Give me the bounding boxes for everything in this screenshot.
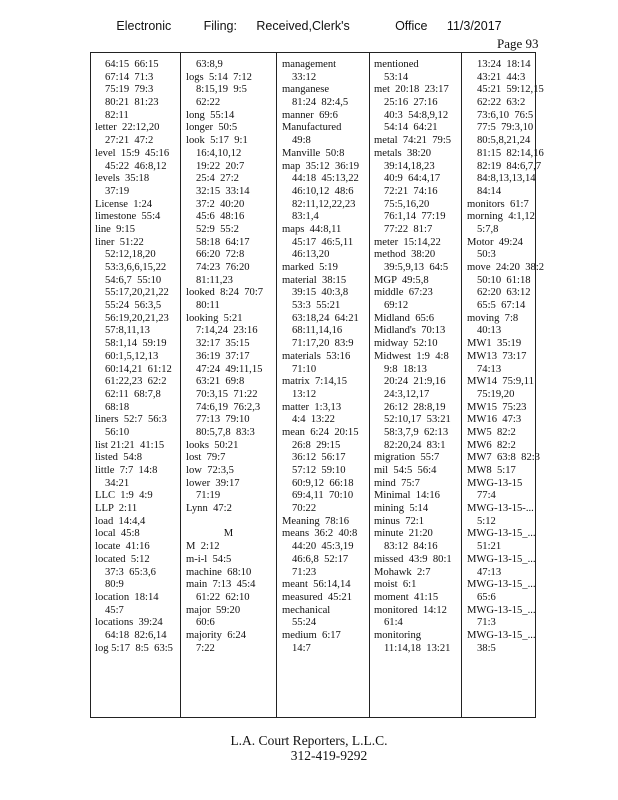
index-entry: 25:16 27:16 bbox=[384, 97, 438, 109]
index-entry: 83:12 84:16 bbox=[384, 541, 438, 553]
index-entry: 64:18 82:6,14 bbox=[105, 629, 167, 641]
footer-company: L.A. Court Reporters, L.L.C. bbox=[230, 733, 388, 748]
index-entry: 68:18 bbox=[105, 401, 130, 413]
index-entry: logs 5:14 7:12 bbox=[186, 71, 252, 83]
index-entry: 54:6,7 55:10 bbox=[105, 274, 162, 286]
index-entry: migration 55:7 bbox=[374, 452, 440, 464]
index-entry: major 59:20 bbox=[186, 604, 241, 616]
index-entry: 62:22 63:2 bbox=[477, 97, 526, 109]
index-entry: License 1:24 bbox=[95, 198, 153, 210]
index-entry: 53:14 bbox=[384, 71, 409, 83]
index-entry: line 9:15 bbox=[95, 223, 136, 235]
index-entry: looking 5:21 bbox=[186, 312, 243, 324]
index-entry: letter 22:12,20 bbox=[95, 122, 160, 134]
index-entry: log 5:17 8:5 63:5 bbox=[95, 642, 173, 654]
index-entry: 82:19 84:6,7,7 bbox=[477, 160, 542, 172]
index-entry: main 7:13 45:4 bbox=[186, 579, 256, 591]
index-entry: metal 74:21 79:5 bbox=[374, 135, 452, 147]
index-entry: 49:8 bbox=[292, 135, 311, 147]
index-entry: 9:8 18:13 bbox=[384, 363, 427, 375]
index-entry: Manufactured bbox=[282, 122, 342, 134]
index-entry: listed 54:8 bbox=[95, 452, 143, 464]
index-entry: 37:19 bbox=[105, 185, 130, 197]
index-entry: moving 7:8 bbox=[467, 312, 519, 324]
index-entry: 20:24 21:9,16 bbox=[384, 376, 446, 388]
index-entry: MWG-13-15_... bbox=[467, 528, 536, 540]
index-entry: MW6 82:2 bbox=[467, 439, 516, 451]
index-entry: 84:14 bbox=[477, 185, 502, 197]
index-entry: 62:20 63:12 bbox=[477, 287, 531, 299]
index-entry: list 21:21 41:15 bbox=[95, 439, 165, 451]
index-entry: mentioned bbox=[374, 59, 419, 70]
index-entry: 52:9 55:2 bbox=[196, 223, 239, 235]
index-entry: move 24:20 38:2 bbox=[467, 262, 545, 273]
index-entry: MW5 82:2 bbox=[467, 426, 516, 438]
index-entry: 27:21 47:2 bbox=[105, 135, 154, 147]
index-entry: LLC 1:9 4:9 bbox=[95, 490, 153, 502]
index-entry: mechanical bbox=[282, 604, 331, 616]
index-entry: 55:17,20,21,22 bbox=[105, 287, 169, 299]
index-entry: 74:6,19 76:2,3 bbox=[196, 401, 261, 413]
index-entry: MW13 73:17 bbox=[467, 350, 527, 362]
index-entry: minute 21:20 bbox=[374, 528, 433, 540]
index-entry: 61:22 62:10 bbox=[196, 591, 250, 603]
index-column-5 bbox=[467, 59, 552, 655]
index-entry: located 5:12 bbox=[95, 553, 150, 565]
index-entry: 25:4 27:2 bbox=[196, 173, 239, 185]
index-entry: 80:11 bbox=[196, 300, 220, 312]
index-entry: 43:21 44:3 bbox=[477, 71, 526, 83]
index-entry: mean 6:24 20:15 bbox=[282, 426, 359, 438]
index-entry: 84:8,13,13,14 bbox=[477, 173, 536, 185]
index-entry: Midwest 1:9 4:8 bbox=[374, 350, 449, 362]
reporter-footer bbox=[0, 733, 618, 763]
index-entry: MWG-13-15 bbox=[467, 477, 523, 489]
index-entry: 24:3,12,17 bbox=[384, 388, 430, 400]
index-column-2 bbox=[186, 59, 271, 655]
column-divider bbox=[461, 52, 462, 718]
index-entry: mining 5:14 bbox=[374, 503, 429, 515]
index-entry: 63:8,9 bbox=[196, 59, 223, 70]
index-entry: long 55:14 bbox=[186, 109, 235, 121]
index-entry: 46:13,20 bbox=[292, 249, 330, 261]
index-entry: 55:24 bbox=[292, 617, 317, 629]
index-entry: 26:8 29:15 bbox=[292, 439, 341, 451]
index-entry: 58:18 64:17 bbox=[196, 236, 250, 248]
index-entry: marked 5:19 bbox=[282, 262, 338, 273]
index-entry: levels 35:18 bbox=[95, 173, 150, 185]
index-entry: 54:14 64:21 bbox=[384, 122, 438, 134]
index-entry: MW7 63:8 82:3 bbox=[467, 452, 540, 464]
index-entry: 7:14,24 23:16 bbox=[196, 325, 258, 337]
index-entry: 16:4,10,12 bbox=[196, 147, 242, 159]
index-entry: 33:12 bbox=[292, 71, 317, 83]
index-entry: longer 50:5 bbox=[186, 122, 238, 134]
index-entry: maps 44:8,11 bbox=[282, 223, 342, 235]
index-entry: locations 39:24 bbox=[95, 617, 163, 629]
index-entry: moment 41:15 bbox=[374, 591, 439, 603]
index-entry: load 14:4,4 bbox=[95, 515, 146, 527]
index-entry: 77:5 79:3,10 bbox=[477, 122, 534, 134]
index-entry: 75:19,20 bbox=[477, 388, 515, 400]
index-entry: 40:9 64:4,17 bbox=[384, 173, 441, 185]
index-entry: 58:3,7,9 62:13 bbox=[384, 426, 449, 438]
index-entry: 39:15 40:3,8 bbox=[292, 287, 349, 299]
index-entry: 80:5,7,8 83:3 bbox=[196, 426, 255, 438]
index-entry: 74:23 76:20 bbox=[196, 262, 250, 273]
index-entry: 57:8,11,13 bbox=[105, 325, 150, 337]
index-entry: Minimal 14:16 bbox=[374, 490, 440, 502]
index-entry: midway 52:10 bbox=[374, 338, 438, 350]
index-entry: 69:4,11 70:10 bbox=[292, 490, 354, 502]
index-entry: MW15 75:23 bbox=[467, 401, 527, 413]
index-entry: means 36:2 40:8 bbox=[282, 528, 358, 540]
index-entry: matrix 7:14,15 bbox=[282, 376, 348, 388]
index-entry: 63:21 69:8 bbox=[196, 376, 245, 388]
index-entry: 50:3 bbox=[477, 249, 496, 261]
index-entry: monitoring bbox=[374, 629, 422, 641]
index-entry: 57:12 59:10 bbox=[292, 465, 346, 476]
index-entry: 56:10 bbox=[105, 426, 130, 438]
index-entry: Midland 65:6 bbox=[374, 312, 435, 324]
index-entry: 77:22 81:7 bbox=[384, 223, 433, 235]
index-entry: Lynn 47:2 bbox=[186, 503, 232, 515]
index-entry: MWG-13-15_... bbox=[467, 553, 536, 565]
index-entry: 46:6,8 52:17 bbox=[292, 553, 349, 565]
index-entry: MGP 49:5,8 bbox=[374, 274, 429, 286]
index-entry: MW1 35:19 bbox=[467, 338, 522, 350]
index-entry: 58:1,14 59:19 bbox=[105, 338, 167, 350]
index-entry: majority 6:24 bbox=[186, 629, 247, 641]
index-entry: 53:3,6,6,15,22 bbox=[105, 262, 167, 273]
index-entry: 37:2 40:20 bbox=[196, 198, 245, 210]
index-entry: location 18:14 bbox=[95, 591, 159, 603]
filing-stamp-header: Electronic Filing: Received,Clerk's Office 11/3/2017 bbox=[116, 19, 502, 33]
index-entry: 60:6 bbox=[196, 617, 215, 629]
index-entry: MW14 75:9,11 bbox=[467, 376, 534, 388]
index-entry: 72:21 74:16 bbox=[384, 185, 438, 197]
index-entry: 70:3,15 71:22 bbox=[196, 388, 258, 400]
index-entry: 81:11,23 bbox=[196, 274, 233, 286]
index-entry: machine 68:10 bbox=[186, 566, 252, 578]
index-entry: MWG-13-15_... bbox=[467, 629, 536, 641]
footer-phone: 312-419-9292 bbox=[290, 748, 368, 763]
index-entry: minus 72:1 bbox=[374, 515, 425, 527]
index-entry: 80:21 81:23 bbox=[105, 97, 159, 109]
column-divider bbox=[276, 52, 277, 718]
index-entry: Midland's 70:13 bbox=[374, 325, 446, 337]
index-entry: 45:7 bbox=[105, 604, 124, 616]
index-entry: 82:11,12,22,23 bbox=[292, 198, 356, 210]
index-entry: 14:7 bbox=[292, 642, 311, 654]
index-entry: measured 45:21 bbox=[282, 591, 353, 603]
index-entry: 68:11,14,16 bbox=[292, 325, 343, 337]
index-entry: 45:22 46:8,12 bbox=[105, 160, 167, 172]
index-entry: 51:21 bbox=[477, 541, 502, 553]
index-entry: 62:22 bbox=[196, 97, 221, 109]
index-entry: 71:3 bbox=[477, 617, 496, 629]
index-entry: 45:6 48:16 bbox=[196, 211, 245, 223]
index-entry: 46:10,12 48:6 bbox=[292, 185, 354, 197]
index-entry: 32:17 35:15 bbox=[196, 338, 250, 350]
index-entry: 63:18,24 64:21 bbox=[292, 312, 359, 324]
index-entry: meant 56:14,14 bbox=[282, 579, 351, 591]
index-entry: m-i-l 54:5 bbox=[186, 553, 232, 565]
index-entry: 56:19,20,21,23 bbox=[105, 312, 169, 324]
index-entry: 77:4 bbox=[477, 490, 496, 502]
index-entry: 7:22 bbox=[196, 642, 215, 654]
index-entry: 34:21 bbox=[105, 477, 130, 489]
index-entry: 52:10,17 53:21 bbox=[384, 414, 451, 426]
index-entry: 13:24 18:14 bbox=[477, 59, 531, 70]
index-entry: 36:12 56:17 bbox=[292, 452, 346, 464]
index-entry: lower 39:17 bbox=[186, 477, 240, 489]
index-entry: metals 38:20 bbox=[374, 147, 432, 159]
index-entry: missed 43:9 80:1 bbox=[374, 553, 452, 565]
index-entry: 55:24 56:3,5 bbox=[105, 300, 162, 312]
index-entry: 45:17 46:5,11 bbox=[292, 236, 354, 248]
index-column-1 bbox=[95, 59, 180, 655]
index-entry: 65:6 bbox=[477, 591, 496, 603]
index-entry: 39:5,9,13 64:5 bbox=[384, 262, 449, 273]
index-entry: met 20:18 23:17 bbox=[374, 84, 449, 96]
index-column-3 bbox=[282, 59, 367, 655]
index-entry: 71:17,20 83:9 bbox=[292, 338, 354, 350]
index-entry bbox=[186, 516, 271, 529]
index-entry: 4:4 13:22 bbox=[292, 414, 335, 426]
index-entry: 11:14,18 13:21 bbox=[384, 642, 451, 654]
column-divider bbox=[369, 52, 370, 718]
index-entry: M 2:12 bbox=[186, 541, 220, 553]
index-entry: 71:19 bbox=[196, 490, 221, 502]
index-entry: morning 4:1,12 bbox=[467, 211, 535, 223]
index-entry: 82:11 bbox=[105, 109, 129, 121]
index-entry: 61:4 bbox=[384, 617, 403, 629]
index-entry: looked 8:24 70:7 bbox=[186, 287, 264, 299]
index-entry: 61:22,23 62:2 bbox=[105, 376, 167, 388]
index-entry: 74:13 bbox=[477, 363, 502, 375]
index-entry: 60:1,5,12,13 bbox=[105, 350, 159, 362]
index-entry: 26:12 28:8,19 bbox=[384, 401, 446, 413]
index-entry: 47:24 49:11,15 bbox=[196, 363, 263, 375]
index-entry: Mohawk 2:7 bbox=[374, 566, 431, 578]
index-entry: 47:13 bbox=[477, 566, 502, 578]
index-entry: looks 50:21 bbox=[186, 439, 239, 451]
index-entry: MWG-13-15_... bbox=[467, 604, 536, 616]
index-entry: medium 6:17 bbox=[282, 629, 341, 641]
index-entry: 65:5 67:14 bbox=[477, 300, 526, 312]
index-entry: local 45:8 bbox=[95, 528, 140, 540]
index-entry: liner 51:22 bbox=[95, 236, 144, 248]
index-entry: 81:24 82:4,5 bbox=[292, 97, 349, 109]
index-entry: 71:23 bbox=[292, 566, 317, 578]
index-entry: manner 69:6 bbox=[282, 109, 338, 121]
index-entry: 80:5,8,21,24 bbox=[477, 135, 531, 147]
index-entry: 39:14,18,23 bbox=[384, 160, 435, 172]
index-entry: 45:21 59:12,15 bbox=[477, 84, 544, 96]
index-entry: Meaning 78:16 bbox=[282, 515, 350, 527]
index-entry: MW8 5:17 bbox=[467, 465, 516, 476]
index-entry: meter 15:14,22 bbox=[374, 236, 441, 248]
index-entry: mil 54:5 56:4 bbox=[374, 465, 437, 476]
index-entry: 50:10 61:18 bbox=[477, 274, 531, 286]
index-entry: material 38:15 bbox=[282, 274, 347, 286]
index-entry: 70:22 bbox=[292, 503, 317, 515]
index-entry: 38:5 bbox=[477, 642, 496, 654]
index-entry: 67:14 71:3 bbox=[105, 71, 154, 83]
index-entry: little 7:7 14:8 bbox=[95, 465, 158, 476]
index-column-4 bbox=[374, 59, 459, 655]
index-entry: 75:5,16,20 bbox=[384, 198, 430, 210]
index-entry: method 38:20 bbox=[374, 249, 436, 261]
index-entry: level 15:9 45:16 bbox=[95, 147, 170, 159]
index-entry: 53:3 55:21 bbox=[292, 300, 341, 312]
index-entry: locate 41:16 bbox=[95, 541, 150, 553]
index-entry: 83:1,4 bbox=[292, 211, 319, 223]
index-entry: manganese bbox=[282, 84, 330, 96]
index-entry: MWG-13-15_... bbox=[467, 579, 536, 591]
index-entry: limestone 55:4 bbox=[95, 211, 161, 223]
index-entry: low 72:3,5 bbox=[186, 465, 234, 476]
index-entry: 5:7,8 bbox=[477, 223, 499, 235]
index-entry: 44:20 45:3,19 bbox=[292, 541, 354, 553]
index-entry: 8:15,19 9:5 bbox=[196, 84, 247, 96]
index-entry: 44:18 45:13,22 bbox=[292, 173, 359, 185]
index-entry: 13:12 bbox=[292, 388, 317, 400]
column-divider bbox=[180, 52, 181, 718]
index-entry: 69:12 bbox=[384, 300, 409, 312]
index-entry: map 35:12 36:19 bbox=[282, 160, 360, 172]
index-entry: 75:19 79:3 bbox=[105, 84, 154, 96]
index-entry: 81:15 82:14,16 bbox=[477, 147, 544, 159]
index-entry: 60:14,21 61:12 bbox=[105, 363, 172, 375]
index-entry: moist 6:1 bbox=[374, 579, 417, 591]
index-entry: 73:6,10 76:5 bbox=[477, 109, 534, 121]
index-entry: MWG-13-15-... bbox=[467, 503, 534, 515]
index-entry: MW16 47:3 bbox=[467, 414, 522, 426]
index-entry: matter 1:3,13 bbox=[282, 401, 342, 413]
index-entry: liners 52:7 56:3 bbox=[95, 414, 167, 426]
index-entry: Manville 50:8 bbox=[282, 147, 345, 159]
index-entry: materials 53:16 bbox=[282, 350, 351, 362]
index-entry: 80:9 bbox=[105, 579, 124, 591]
index-entry: 60:9,12 66:18 bbox=[292, 477, 354, 489]
index-entry: 76:1,14 77:19 bbox=[384, 211, 446, 223]
index-entry: monitored 14:12 bbox=[374, 604, 447, 616]
index-entry: 37:3 65:3,6 bbox=[105, 566, 156, 578]
index-entry: management bbox=[282, 59, 337, 70]
index-entry: 82:20,24 83:1 bbox=[384, 439, 446, 451]
index-entry: 36:19 37:17 bbox=[196, 350, 250, 362]
index-entry: lost 79:7 bbox=[186, 452, 226, 464]
index-entry: 40:3 54:8,9,12 bbox=[384, 109, 449, 121]
index-entry: 77:13 79:10 bbox=[196, 414, 250, 426]
index-entry: Motor 49:24 bbox=[467, 236, 523, 248]
index-entry: 40:13 bbox=[477, 325, 502, 337]
index-entry: 64:15 66:15 bbox=[105, 59, 159, 70]
index-entry: LLP 2:11 bbox=[95, 503, 138, 515]
index-entry: 66:20 72:8 bbox=[196, 249, 245, 261]
index-entry: look 5:17 9:1 bbox=[186, 135, 248, 147]
index-entry: 62:11 68:7,8 bbox=[105, 388, 161, 400]
index-entry: mind 75:7 bbox=[374, 477, 420, 489]
index-entry: 32:15 33:14 bbox=[196, 185, 250, 197]
index-entry: monitors 61:7 bbox=[467, 198, 529, 210]
index-entry: 71:10 bbox=[292, 363, 317, 375]
index-entry: middle 67:23 bbox=[374, 287, 433, 299]
index-entry: 19:22 20:7 bbox=[196, 160, 245, 172]
index-section-letter: M bbox=[223, 528, 234, 540]
index-entry: 52:12,18,20 bbox=[105, 249, 156, 261]
page-number: Page 93 bbox=[497, 36, 539, 51]
index-entry: 5:12 bbox=[477, 515, 496, 527]
